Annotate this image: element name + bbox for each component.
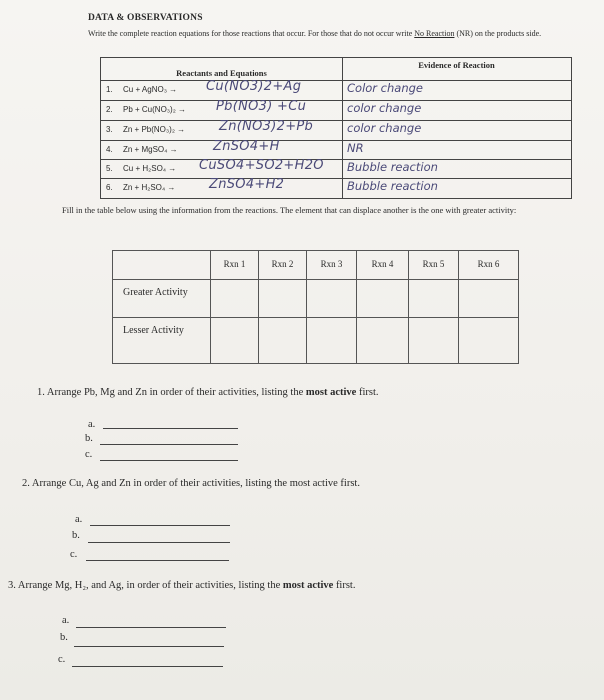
question-3 xyxy=(8,580,355,591)
evidence-answer[interactable]: Bubble reaction xyxy=(347,179,438,193)
answer-line[interactable] xyxy=(72,666,223,667)
handwritten-products[interactable]: CuSO4+SO2+H2O xyxy=(199,158,324,173)
answer-line[interactable] xyxy=(76,627,226,628)
activity-table xyxy=(112,250,519,364)
option-label: b. xyxy=(85,433,93,444)
question-text: 1. Arrange Pb, Mg and Zn in order of their activities, listing the xyxy=(37,387,306,398)
reactants: Cu + H₂SO₄ → xyxy=(123,164,177,173)
reactants: Cu + AgNO₃ → xyxy=(123,85,178,94)
col-header-rxn6: Rxn 6 xyxy=(477,259,500,269)
instructions-suffix: (NR) on the products side. xyxy=(454,29,542,38)
answer-line[interactable] xyxy=(90,525,230,526)
question-text: 2. Arrange Cu, Ag and Zn in order of their activities, listing the most active first. xyxy=(22,478,360,489)
evidence-answer[interactable]: Bubble reaction xyxy=(347,160,438,174)
reactants: Zn + H₂SO₄ → xyxy=(123,183,176,192)
evidence-answer[interactable]: Color change xyxy=(347,81,424,95)
col-header-rxn5: Rxn 5 xyxy=(422,259,445,269)
question-suffix: first. xyxy=(356,387,379,398)
reaction-row xyxy=(101,178,571,198)
row-number: 4. xyxy=(106,145,113,154)
row-number: 6. xyxy=(106,183,113,192)
answer-line[interactable] xyxy=(88,542,230,543)
question-2 xyxy=(22,478,360,489)
reaction-row xyxy=(101,159,571,179)
option-label: c. xyxy=(85,449,93,460)
answer-line[interactable] xyxy=(100,444,238,445)
answer-line[interactable] xyxy=(100,460,238,461)
section-heading: DATA & OBSERVATIONS xyxy=(88,13,203,23)
handwritten-products[interactable]: ZnSO4+H2 xyxy=(209,177,285,192)
question-emphasis: most active xyxy=(305,387,357,398)
reaction-table xyxy=(100,57,572,199)
instructions xyxy=(88,29,578,39)
evidence-answer[interactable]: color change xyxy=(347,101,422,115)
handwritten-products[interactable]: Pb(NO3) +Cu xyxy=(216,99,307,114)
reaction-row xyxy=(101,80,571,100)
reaction-row xyxy=(101,120,571,140)
reactants: Zn + Pb(NO₃)₂ → xyxy=(123,125,186,134)
question-1 xyxy=(37,387,379,398)
question-suffix: first. xyxy=(333,580,356,591)
answer-line[interactable] xyxy=(103,428,238,429)
row-label-greater: Greater Activity xyxy=(123,287,188,298)
reaction-row xyxy=(101,140,571,160)
evidence-answer[interactable]: color change xyxy=(347,121,422,135)
no-reaction-term: No Reaction xyxy=(414,29,455,38)
row-number: 2. xyxy=(106,105,113,114)
handwritten-products[interactable]: Cu(NO3)2+Ag xyxy=(206,79,302,94)
row-number: 5. xyxy=(106,164,113,173)
reactants: Zn + MgSO₄ → xyxy=(123,145,178,154)
col-header-rxn2: Rxn 2 xyxy=(271,259,294,269)
reactants-header: Reactants and Equations xyxy=(176,68,267,78)
option-label: c. xyxy=(58,654,66,665)
option-label: a. xyxy=(88,419,96,430)
handwritten-products[interactable]: Zn(NO3)2+Pb xyxy=(219,119,314,134)
reactants: Pb + Cu(NO₃)₂ → xyxy=(123,105,187,114)
option-label: b. xyxy=(60,632,68,643)
answer-line[interactable] xyxy=(86,560,229,561)
option-label: c. xyxy=(70,549,78,560)
fill-instructions: Fill in the table below using the information from the reactions. The element that can displace another is the one with greater activity: xyxy=(62,205,517,215)
row-number: 3. xyxy=(106,125,113,134)
evidence-answer[interactable]: NR xyxy=(347,141,364,155)
row-label-lesser: Lesser Activity xyxy=(123,325,184,336)
option-label: b. xyxy=(72,530,80,541)
col-header-rxn4: Rxn 4 xyxy=(371,259,394,269)
instructions-text: Write the complete reaction equations for those reactions that occur. For those that do not occur write xyxy=(88,29,415,38)
answer-line[interactable] xyxy=(74,646,224,647)
option-label: a. xyxy=(62,615,70,626)
question-text: 3. Arrange Mg, H₂, and Ag, in order of their activities, listing the xyxy=(8,580,283,591)
row-number: 1. xyxy=(106,85,113,94)
handwritten-products[interactable]: ZnSO4+H xyxy=(213,139,280,154)
col-header-rxn3: Rxn 3 xyxy=(320,259,343,269)
question-emphasis: most active xyxy=(282,580,334,591)
evidence-header: Evidence of Reaction xyxy=(418,60,495,70)
reaction-row xyxy=(101,100,571,120)
option-label: a. xyxy=(75,514,83,525)
col-header-rxn1: Rxn 1 xyxy=(223,259,246,269)
